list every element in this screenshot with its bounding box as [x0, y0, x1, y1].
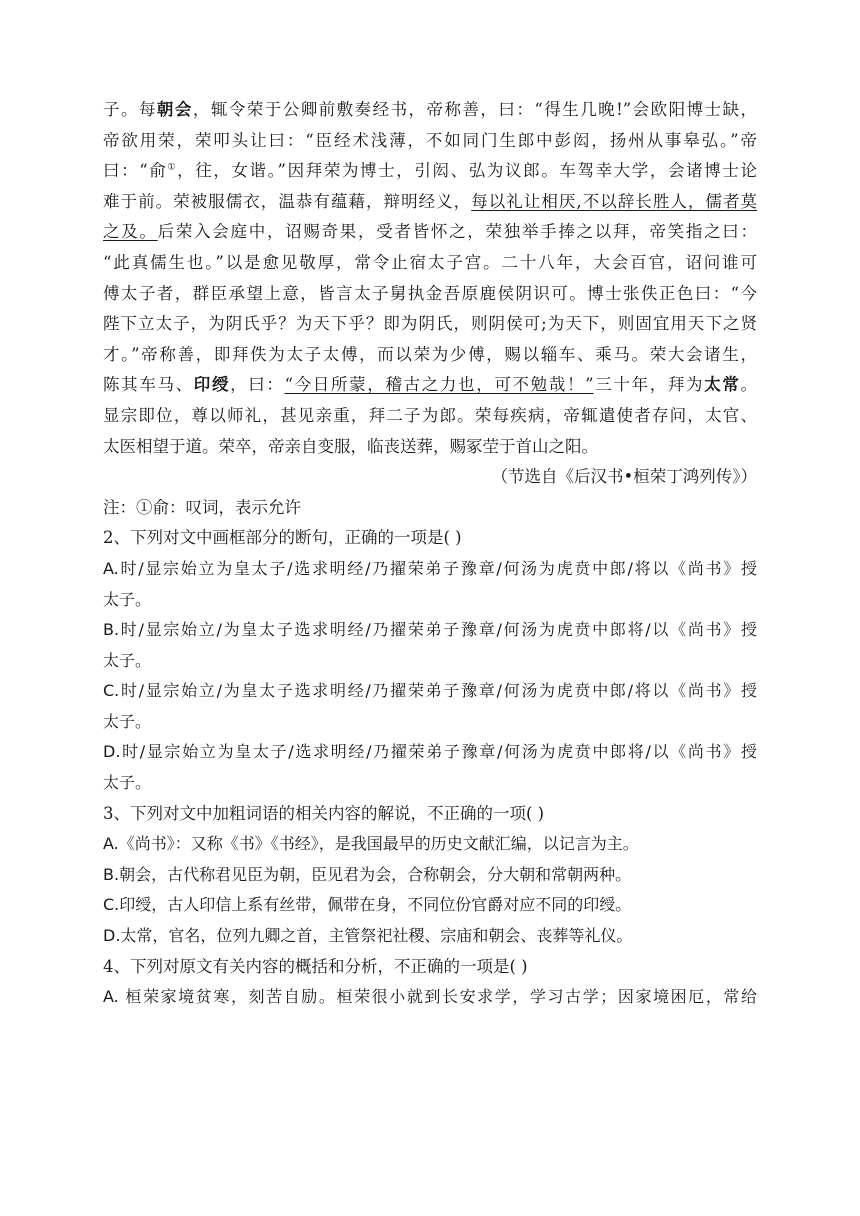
- option-c: C.印绶，古人印信上系有丝带，佩带在身，不同位份官爵对应不同的印绶。: [103, 895, 632, 915]
- option-c-cont: 太子。: [103, 711, 152, 731]
- option-a: A.《尚书》：又称《书》《书经》，是我国最早的历史文献汇编，以记言为主。: [103, 834, 639, 854]
- passage-line: 帝欲用荣，荣叩头让曰：“臣经术浅薄，不如同门生郎中彭闳，扬州从事皋弘。”帝: [103, 130, 757, 150]
- passage: [103, 95, 757, 523]
- text-run: ，曰：: [230, 375, 285, 395]
- passage-line: [103, 95, 757, 126]
- passage-line: 显宗即位，尊以师礼，甚见亲重，拜二子为郎。荣每疾病，帝辄遣使者存问，太官、: [103, 405, 757, 425]
- text-run: 。: [740, 375, 757, 395]
- passage-line: [103, 156, 757, 187]
- bold-term-taichang: 太常: [704, 375, 741, 395]
- option-a: A. 桓荣家境贫寒，刻苦自励。桓荣很小就到长安求学，学习古学；因家境困厄，常给: [103, 987, 757, 1007]
- question-2: [103, 523, 757, 798]
- text-run: 子。每: [103, 100, 157, 119]
- underlined-sentence: 之及。: [103, 222, 158, 242]
- option-d-cont: 太子。: [103, 773, 152, 793]
- underlined-sentence: 每以礼让相厌,不以辞长胜人，儒者莫: [471, 191, 758, 211]
- question-stem: 3、下列对文中加粗词语的相关内容的解说，不正确的一项( ): [103, 803, 545, 823]
- passage-line: [103, 187, 757, 218]
- underlined-sentence: “今日所蒙，稽古之力也，可不勉哉！”: [284, 375, 594, 395]
- question-3: [103, 799, 757, 952]
- option-d: D.时/显宗始立为皇太子/选求明经/乃擢荣弟子豫章/何汤为虎贲中郎将/以《尚书》授: [103, 742, 757, 762]
- question-4: [103, 952, 757, 1013]
- option-a-cont: 太子。: [103, 589, 152, 609]
- option-d: D.太常，官名，位列九卿之首，主管祭祀社稷、宗庙和朝会、丧葬等礼仪。: [103, 926, 633, 946]
- option-a: A.时/显宗始立为皇太子/选求明经/乃擢荣弟子豫章/何汤为虎贲中郎/将以《尚书》授: [103, 558, 757, 578]
- option-b-cont: 太子。: [103, 650, 152, 670]
- passage-line: [103, 370, 757, 401]
- question-stem: 2、下列对文中画框部分的断句，正确的一项是( ): [103, 528, 462, 548]
- option-b: B.朝会，古代称君见臣为朝，臣见君为会，合称朝会，分大朝和常朝两种。: [103, 864, 632, 884]
- passage-line: 才。”帝称善，即拜佚为太子太傅，而以荣为少傅，赐以辎车、乘马。荣大会诸生，: [103, 344, 757, 364]
- text-run: 后荣入会庭中，诏赐奇果，受者皆怀之，荣独举手捧之以拜，帝笑指之曰：: [157, 222, 758, 242]
- text-run: 三十年，拜为: [593, 375, 705, 395]
- bold-term-chaohui: 朝会: [156, 100, 193, 119]
- text-run: 陈其车马、: [103, 375, 194, 395]
- passage-line: [103, 217, 757, 248]
- passage-line: 傅太子者，群臣承望上意，皆言太子舅执金吾原鹿侯阴识可。博士张佚正色曰：“今: [103, 283, 757, 303]
- text-run: ，辄令荣于公卿前敷奏经书，帝称善，曰：“得生几晚!”会欧阳博士缺，: [192, 100, 758, 119]
- document-page: [103, 95, 757, 1013]
- option-c: C.时/显宗始立/为皇太子选求明经/乃擢荣弟子豫章/何汤为虎贲中郎/将以《尚书》授: [103, 681, 757, 701]
- footnote: 注：①俞：叹词，表示允许: [103, 497, 301, 517]
- footnote-marker: ①: [167, 162, 178, 173]
- text-run: 难于前。荣被服儒衣，温恭有蕴藉，辩明经义，: [103, 191, 472, 211]
- bold-term-yinshou: 印绶: [193, 375, 231, 395]
- text-run: ，往，女谐。”因拜荣为博士，引闳、弘为议郎。车驾幸大学，会诸博士论: [177, 161, 757, 181]
- text-run: 曰：“俞: [103, 161, 168, 181]
- question-stem: 4、下列对原文有关内容的概括和分析，不正确的一项是( ): [103, 956, 528, 976]
- option-b: B.时/显宗始立/为皇太子选求明经/乃擢荣弟子豫章/何汤为虎贲中郎将/以《尚书》授: [103, 620, 757, 640]
- source-citation: （节选自《后汉书•桓荣丁鸿列传》）: [491, 467, 757, 487]
- passage-line: “此真儒生也。”以是愈见敬厚，常令止宿太子宫。二十八年，大会百官，诏问谁可: [103, 252, 757, 272]
- passage-line: 陛下立太子，为阴氏乎？为天下乎？即为阴氏，则阴侯可;为天下，则固宜用天下之贤: [103, 314, 757, 334]
- passage-line: 太医相望于道。荣卒，帝亲自变服，临丧送葬，赐冢茔于首山之阳。: [103, 436, 598, 456]
